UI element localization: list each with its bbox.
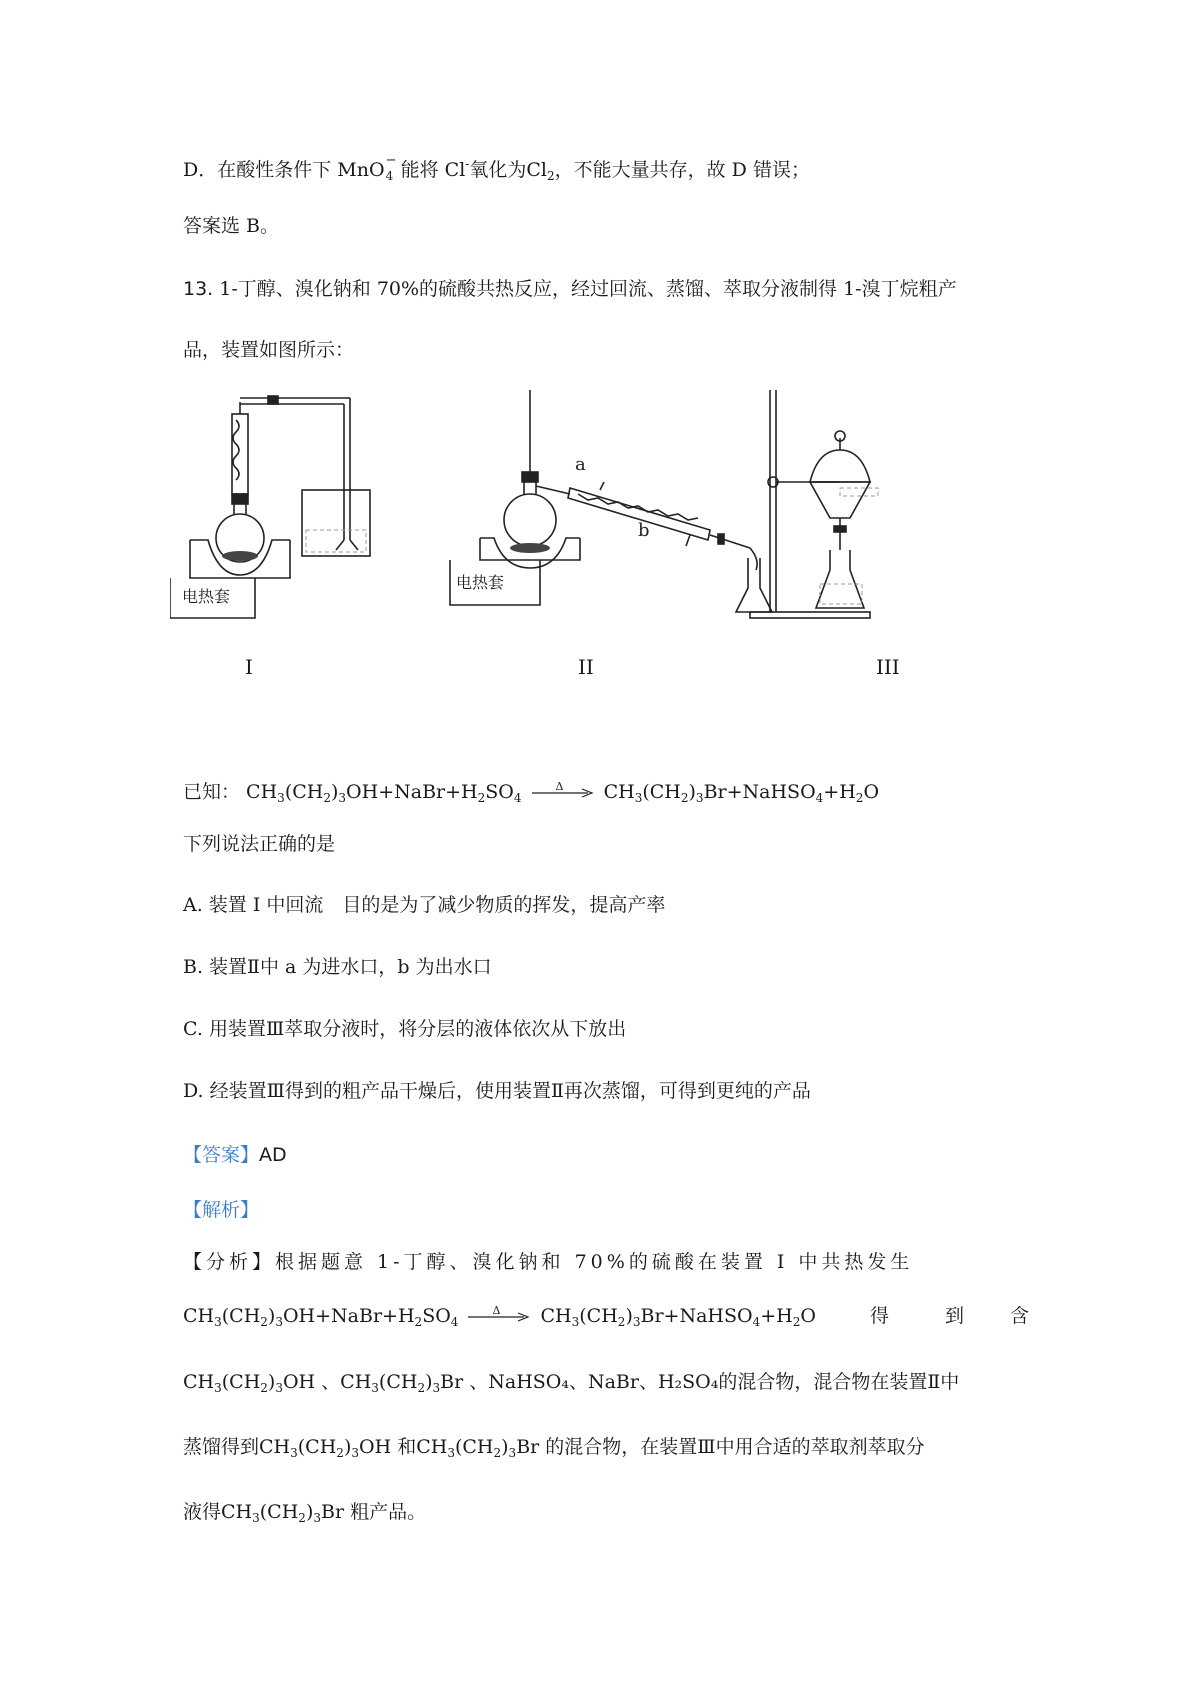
answer-choice-line: 答案选 B。	[183, 215, 280, 237]
word-to: 到	[945, 1305, 965, 1327]
question-prompt: 下列说法正确的是	[183, 833, 336, 855]
question-13-line1: 13. 1-丁醇、溴化钠和 70%的硫酸共热反应，经过回流、蒸馏、萃取分液制得 1-溴丁烷粗产	[183, 278, 957, 300]
heater-label-1: 电热套	[182, 587, 231, 606]
analysis-line5: 液得$CH_3(CH_2)_3Br$ 粗产品。	[183, 1501, 427, 1525]
analysis-label: 【解析】	[183, 1199, 260, 1221]
inlet-a-label: a	[575, 454, 586, 475]
question-13-line2: 品，装置如图所示：	[183, 339, 355, 361]
option-a: A. 装置 I 中回流 目的是为了减少物质的挥发，提高产率	[183, 894, 666, 916]
word-contain: 含	[1010, 1305, 1030, 1327]
heat-arrow: Δ	[532, 783, 594, 803]
analysis-reaction: $CH_3(CH_2)_3OH+NaBr+H_2SO_4$ Δ $CH_3(CH_2)_3Br+NaHSO_4+H_2O$	[183, 1304, 816, 1329]
option-c: C. 用装置Ⅲ萃取分液时，将分层的液体依次从下放出	[183, 1018, 627, 1040]
analysis-line3: $CH_3(CH_2)_3OH$ 、$CH_3(CH_2)_3Br$ 、NaHSO₄、NaBr、H₂SO₄的混合物，混合物在装置Ⅱ中	[183, 1371, 960, 1395]
option-d-explanation: D．在酸性条件下 MnO − 4 能将 Cl-氧化为$Cl_2$，不能大量共存，故 D 错误；	[183, 153, 810, 183]
reflux-apparatus	[170, 396, 370, 618]
apparatus-figures	[170, 390, 970, 690]
apparatus-1-label: I	[245, 655, 253, 679]
analysis-para1: 【分析】根据题意 1-丁醇、溴化钠和 70%的硫酸在装置 I 中共热发生	[183, 1251, 914, 1273]
known-reaction: 已知： $CH_3(CH_2)_3OH+NaBr+H_2SO_4$ Δ $CH_3(CH_2)_3Br+NaHSO_4+H_2O$	[183, 780, 880, 805]
heat-arrow-2: Δ	[468, 1307, 530, 1327]
word-get: 得	[870, 1305, 890, 1327]
answer-label: 【答案】	[183, 1144, 260, 1166]
analysis-line4: 蒸馏得到$CH_3(CH_2)_3OH$ 和$CH_3(CH_2)_3Br$ 的混合物，在装置Ⅲ中用合适的萃取剂萃取分	[183, 1436, 925, 1460]
answer-line	[183, 1143, 287, 1167]
option-d: D. 经装置Ⅲ得到的粗产品干燥后，使用装置Ⅱ再次蒸馏，可得到更纯的产品	[183, 1080, 811, 1102]
outlet-b-label: b	[638, 520, 650, 541]
apparatus-3-label: III	[876, 655, 900, 679]
apparatus-2-label: II	[578, 655, 594, 679]
heater-label-2: 电热套	[456, 573, 505, 592]
answer-value: AD	[259, 1144, 287, 1166]
option-b: B. 装置Ⅱ中 a 为进水口，b 为出水口	[183, 956, 492, 978]
